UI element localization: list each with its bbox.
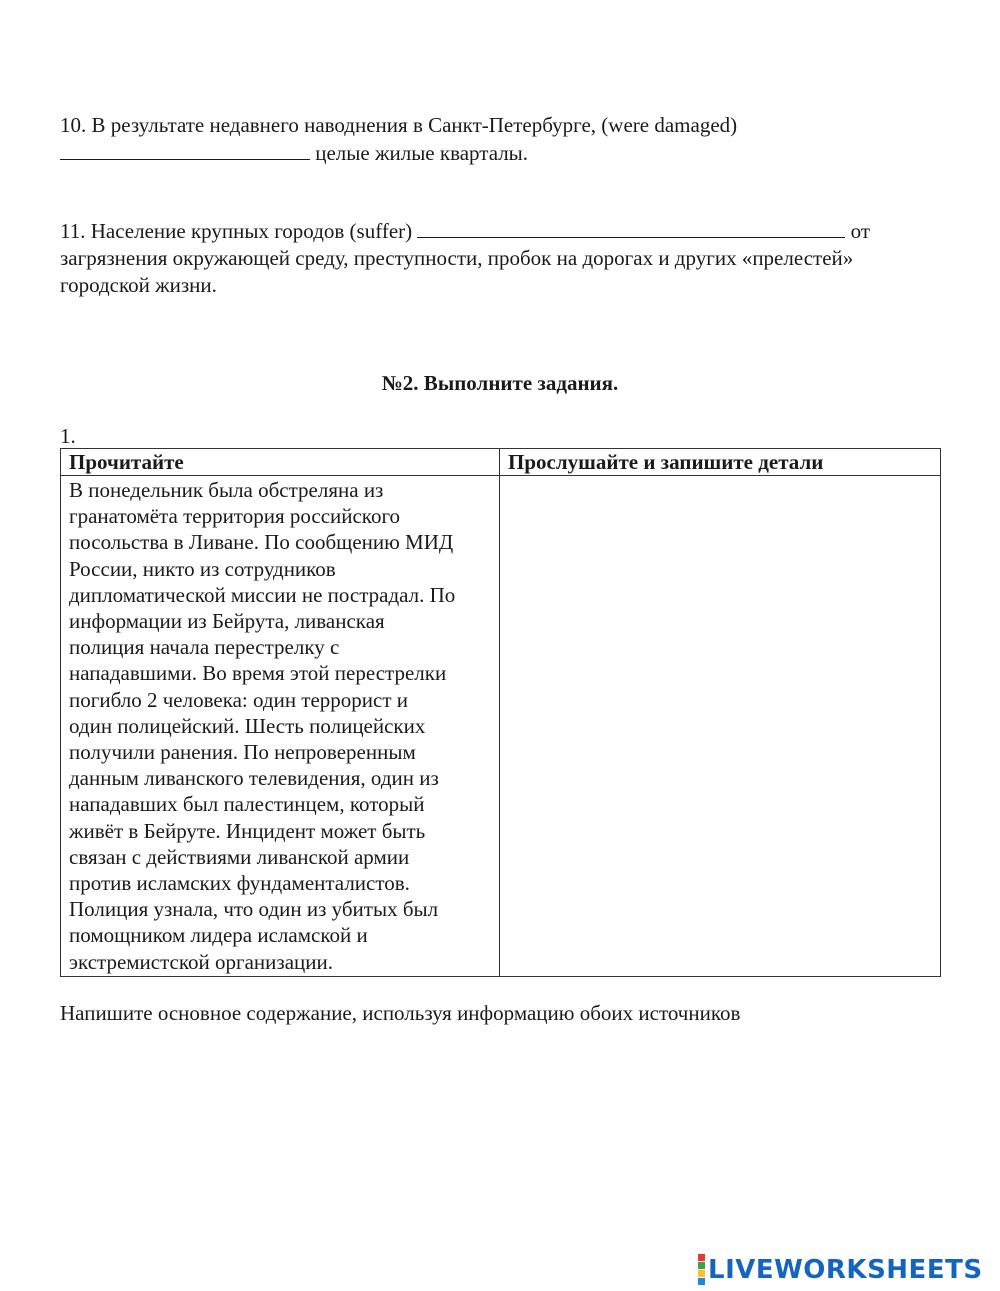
question-11 xyxy=(60,217,940,299)
logo-square xyxy=(698,1262,705,1269)
reading-line: данным ливанского телевидения, один из xyxy=(69,766,439,791)
reading-line: полиция начала перестрелку с xyxy=(69,635,340,660)
question-10-tail: целые жилые кварталы. xyxy=(310,141,529,165)
reading-line: Полиция узнала, что один из убитых был xyxy=(69,897,439,922)
question-11-line-2: загрязнения окружающей среду, преступности, пробок на дорогах и других «прелестей» xyxy=(60,246,854,270)
reading-line: нападавших был палестинцем, который xyxy=(69,792,425,817)
table-row xyxy=(61,476,941,977)
reading-line: гранатомёта территория российского xyxy=(69,504,401,529)
liveworksheets-logo xyxy=(698,1254,983,1285)
task-table xyxy=(60,448,941,977)
reading-line: помощником лидера исламской и xyxy=(69,923,368,948)
answer-blank-11[interactable] xyxy=(417,217,845,238)
table-header-row xyxy=(61,449,941,476)
reading-line: посольства в Ливане. По сообщению МИД xyxy=(69,530,454,555)
reading-line: живёт в Бейруте. Инцидент может быть xyxy=(69,818,426,843)
section-heading: №2. Выполните задания. xyxy=(381,371,619,395)
logo-square xyxy=(698,1254,705,1261)
question-11-after-blank: от xyxy=(845,219,871,243)
summary-instruction: Напишите основное содержание, используя информацию обоих источников xyxy=(60,1001,741,1025)
question-10-text: 10. В результате недавнего наводнения в Санкт-Петербурге, (were damaged) xyxy=(60,113,738,137)
reading-line: В понедельник была обстреляна из xyxy=(69,478,384,502)
reading-line: экстремистской организации. xyxy=(69,949,333,974)
logo-mark-icon xyxy=(698,1254,705,1285)
reading-line: один полицейский. Шесть полицейских xyxy=(69,713,426,738)
column-header-listen: Прослушайте и запишите детали xyxy=(500,449,941,476)
reading-line: получили ранения. По непроверенным xyxy=(69,740,416,765)
logo-wordmark: LIVEWORKSHEETS xyxy=(708,1254,983,1285)
reading-line: России, никто из сотрудников xyxy=(69,556,336,581)
reading-line: погибло 2 человека: один террорист и xyxy=(69,687,409,712)
column-header-read: Прочитайте xyxy=(61,449,500,476)
reading-line: нападавшими. Во время этой перестрелки xyxy=(69,661,447,686)
reading-line: против исламских фундаменталистов. xyxy=(69,871,410,896)
answer-blank-10[interactable] xyxy=(60,139,310,160)
logo-square xyxy=(698,1278,705,1285)
reading-line: информации из Бейрута, ливанская xyxy=(69,609,385,634)
reading-text xyxy=(69,477,491,975)
logo-square xyxy=(698,1270,705,1277)
question-11-lead: 11. Население крупных городов (suffer) xyxy=(60,219,418,243)
reading-line: связан с действиями ливанской армии xyxy=(69,844,410,869)
question-11-line-3: городской жизни. xyxy=(60,273,217,297)
question-10 xyxy=(60,112,940,167)
reading-line: дипломатической миссии не пострадал. По xyxy=(69,582,456,607)
task-number: 1. xyxy=(60,424,76,448)
reading-text-cell xyxy=(61,476,500,977)
listen-notes-cell[interactable] xyxy=(500,476,941,977)
